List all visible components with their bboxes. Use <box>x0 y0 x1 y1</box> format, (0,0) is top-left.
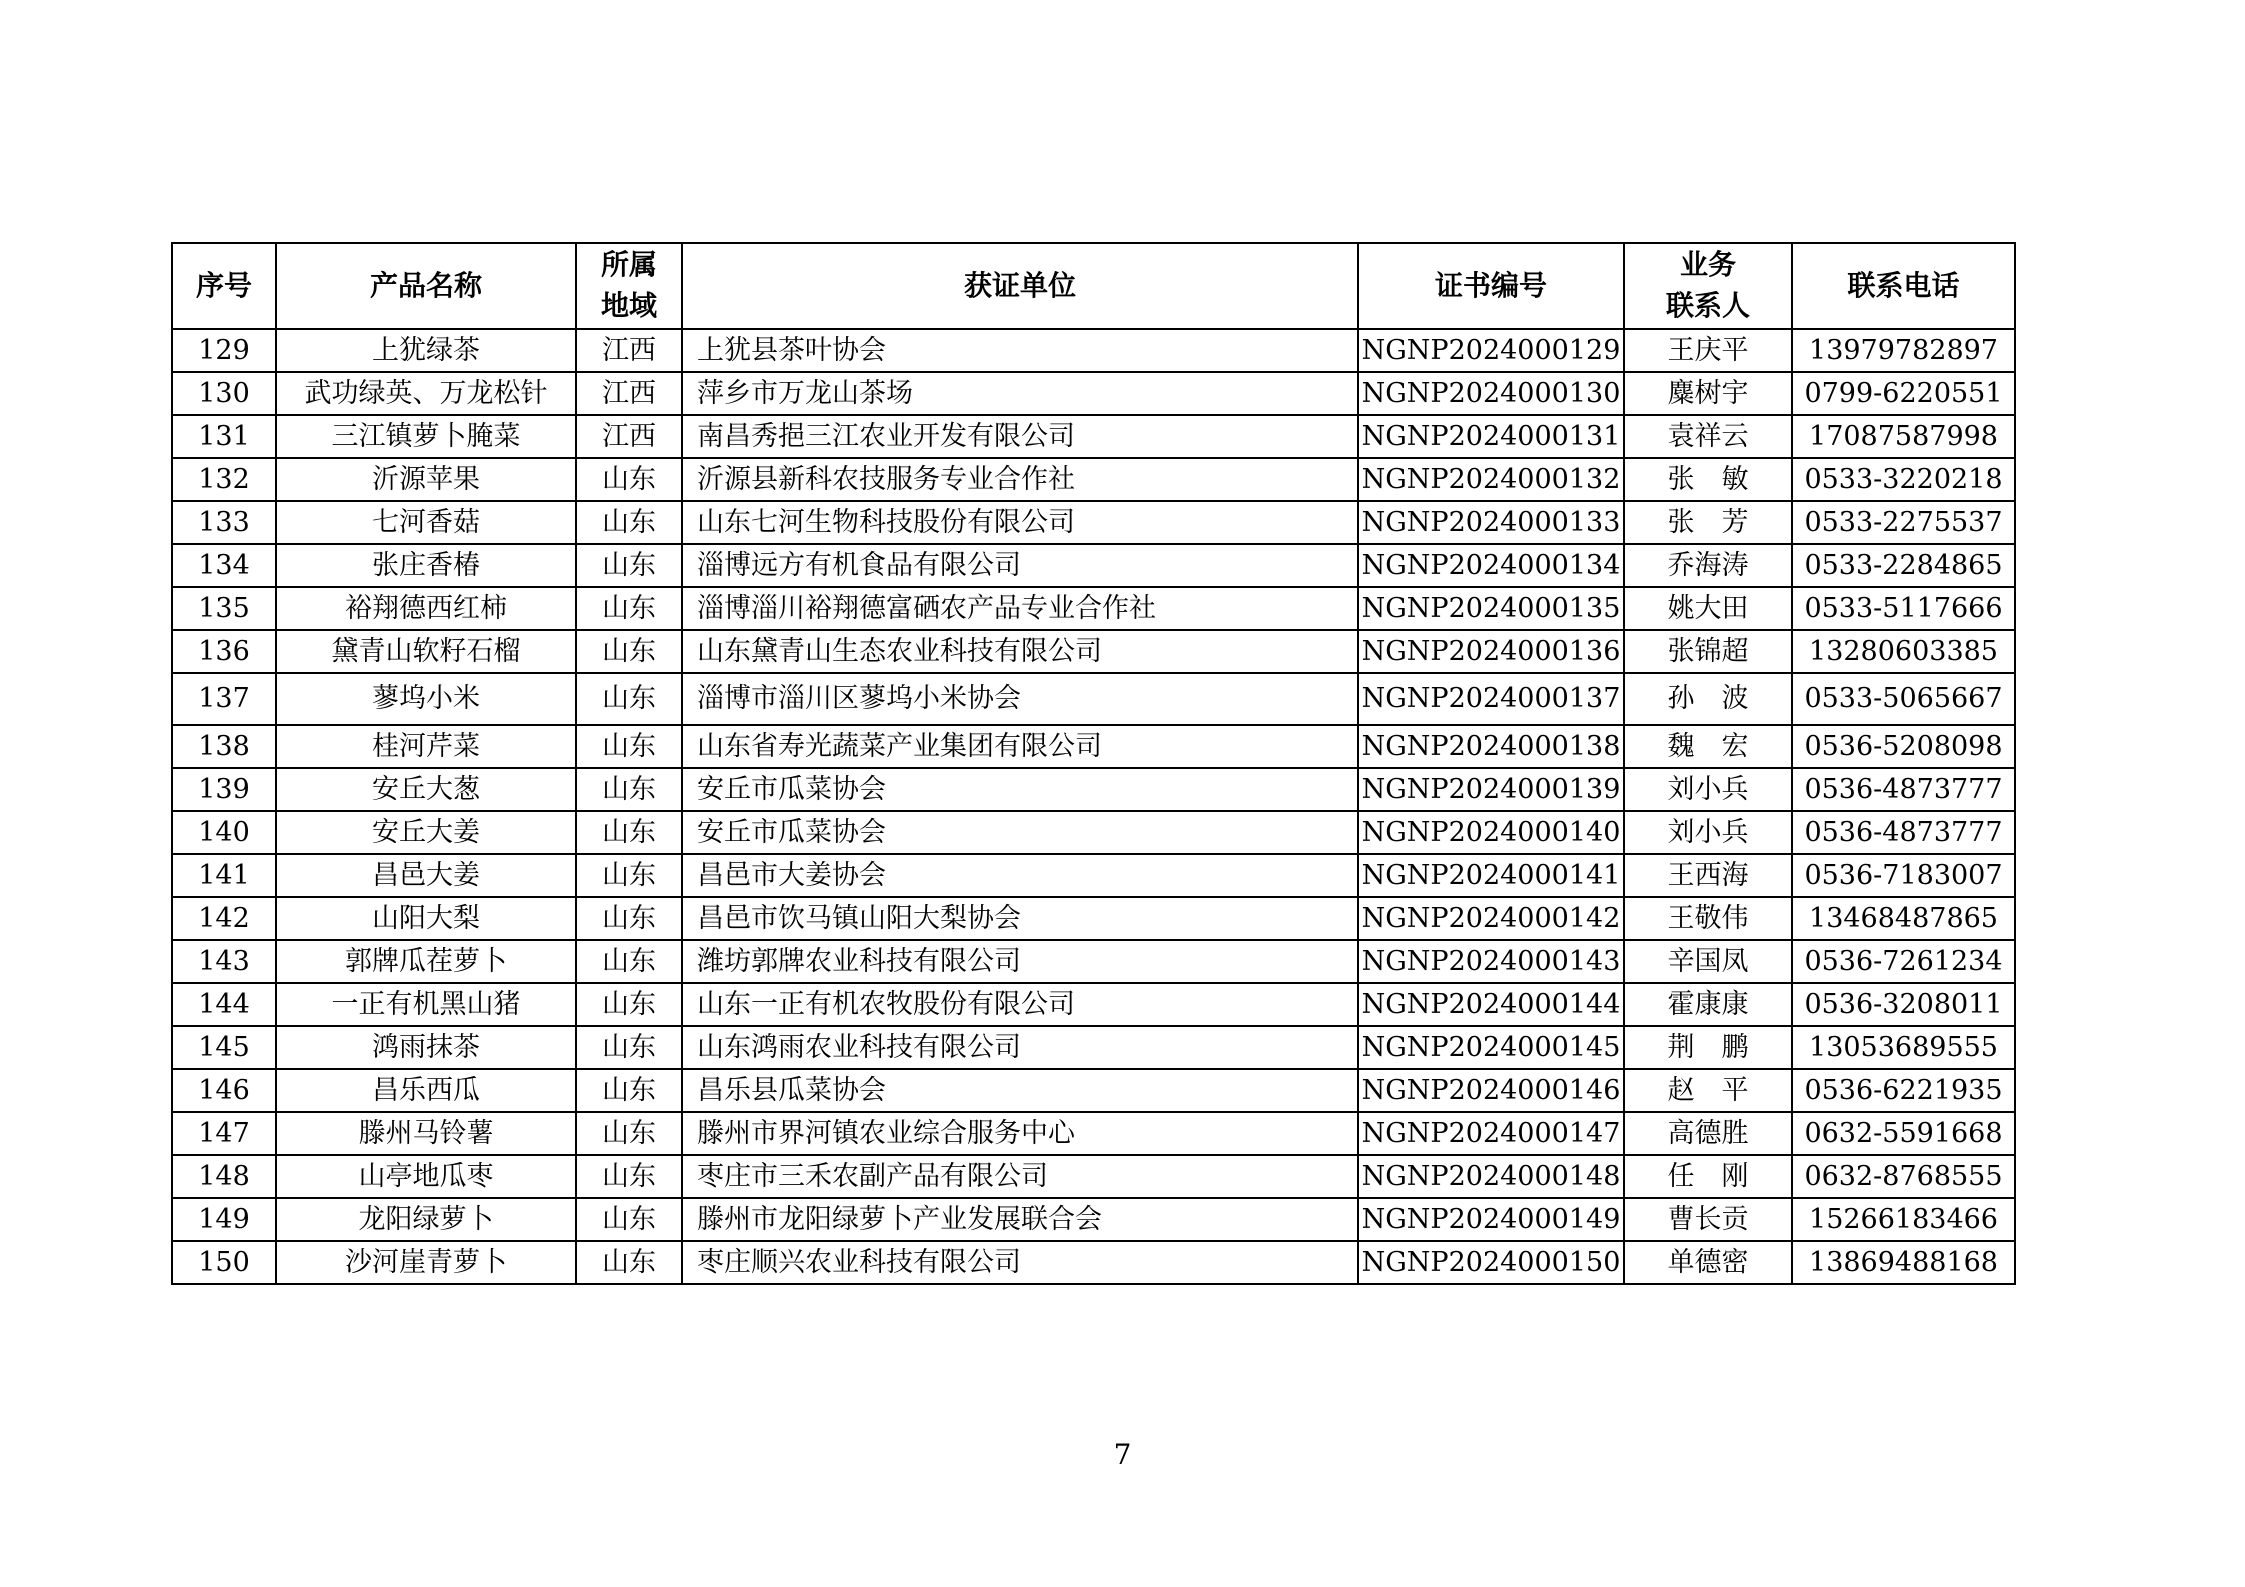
cell-certificate-number: NGNP2024000138 <box>1358 725 1624 768</box>
cell-region: 山东 <box>576 811 682 854</box>
cell-seq: 134 <box>172 544 276 587</box>
cell-product-name: 昌乐西瓜 <box>276 1069 576 1112</box>
cell-seq: 141 <box>172 854 276 897</box>
table-row <box>172 329 2015 372</box>
table-body <box>172 329 2015 1284</box>
cell-phone: 0533-2275537 <box>1792 501 2015 544</box>
table-row <box>172 1155 2015 1198</box>
cell-seq: 136 <box>172 630 276 673</box>
table-row <box>172 983 2015 1026</box>
cell-certificate-number: NGNP2024000129 <box>1358 329 1624 372</box>
cell-certified-unit: 山东黛青山生态农业科技有限公司 <box>682 630 1358 673</box>
cell-phone: 0536-7261234 <box>1792 940 2015 983</box>
cell-region: 山东 <box>576 1198 682 1241</box>
cell-region: 江西 <box>576 372 682 415</box>
cell-certified-unit: 山东一正有机农牧股份有限公司 <box>682 983 1358 1026</box>
header-certificate-number: 证书编号 <box>1358 243 1624 329</box>
cell-contact: 孙 波 <box>1624 673 1792 725</box>
table-row <box>172 501 2015 544</box>
cell-certificate-number: NGNP2024000144 <box>1358 983 1624 1026</box>
cell-phone: 0536-4873777 <box>1792 768 2015 811</box>
cell-product-name: 郭牌瓜茬萝卜 <box>276 940 576 983</box>
cell-seq: 144 <box>172 983 276 1026</box>
table-row <box>172 1198 2015 1241</box>
cell-phone: 17087587998 <box>1792 415 2015 458</box>
cell-product-name: 安丘大姜 <box>276 811 576 854</box>
cell-region: 山东 <box>576 1155 682 1198</box>
table-row <box>172 1069 2015 1112</box>
header-seq: 序号 <box>172 243 276 329</box>
cell-product-name: 七河香菇 <box>276 501 576 544</box>
table-row <box>172 725 2015 768</box>
cell-phone: 0533-3220218 <box>1792 458 2015 501</box>
table-row <box>172 940 2015 983</box>
cell-seq: 147 <box>172 1112 276 1155</box>
cell-certificate-number: NGNP2024000135 <box>1358 587 1624 630</box>
table-row <box>172 415 2015 458</box>
cell-certified-unit: 淄博市淄川区蓼坞小米协会 <box>682 673 1358 725</box>
cell-certified-unit: 沂源县新科农技服务专业合作社 <box>682 458 1358 501</box>
cell-contact: 乔海涛 <box>1624 544 1792 587</box>
cell-contact: 魏 宏 <box>1624 725 1792 768</box>
table-row <box>172 768 2015 811</box>
cell-contact: 辛国凤 <box>1624 940 1792 983</box>
cell-certificate-number: NGNP2024000134 <box>1358 544 1624 587</box>
cell-certified-unit: 淄博远方有机食品有限公司 <box>682 544 1358 587</box>
cell-certified-unit: 淄博淄川裕翔德富硒农产品专业合作社 <box>682 587 1358 630</box>
cell-product-name: 安丘大葱 <box>276 768 576 811</box>
cell-certified-unit: 安丘市瓜菜协会 <box>682 811 1358 854</box>
cell-contact: 刘小兵 <box>1624 768 1792 811</box>
cell-region: 山东 <box>576 1241 682 1284</box>
cell-seq: 143 <box>172 940 276 983</box>
cell-contact: 王西海 <box>1624 854 1792 897</box>
cell-contact: 王庆平 <box>1624 329 1792 372</box>
cell-phone: 13869488168 <box>1792 1241 2015 1284</box>
cell-seq: 138 <box>172 725 276 768</box>
cell-product-name: 三江镇萝卜腌菜 <box>276 415 576 458</box>
cell-region: 山东 <box>576 630 682 673</box>
cell-product-name: 蓼坞小米 <box>276 673 576 725</box>
cell-region: 山东 <box>576 1069 682 1112</box>
cell-contact: 张锦超 <box>1624 630 1792 673</box>
cell-seq: 132 <box>172 458 276 501</box>
cell-certified-unit: 滕州市界河镇农业综合服务中心 <box>682 1112 1358 1155</box>
table-row <box>172 587 2015 630</box>
table-row <box>172 854 2015 897</box>
cell-seq: 131 <box>172 415 276 458</box>
cell-seq: 139 <box>172 768 276 811</box>
cell-seq: 135 <box>172 587 276 630</box>
cell-phone: 13053689555 <box>1792 1026 2015 1069</box>
cell-product-name: 山阳大梨 <box>276 897 576 940</box>
cell-seq: 149 <box>172 1198 276 1241</box>
cell-contact: 赵 平 <box>1624 1069 1792 1112</box>
cell-seq: 137 <box>172 673 276 725</box>
cell-certificate-number: NGNP2024000137 <box>1358 673 1624 725</box>
cell-certified-unit: 滕州市龙阳绿萝卜产业发展联合会 <box>682 1198 1358 1241</box>
header-row <box>172 243 2015 329</box>
cell-region: 山东 <box>576 673 682 725</box>
header-region-line2: 地域 <box>600 289 657 322</box>
cell-certified-unit: 枣庄顺兴农业科技有限公司 <box>682 1241 1358 1284</box>
cell-product-name: 昌邑大姜 <box>276 854 576 897</box>
cell-contact: 任 刚 <box>1624 1155 1792 1198</box>
table-row <box>172 1026 2015 1069</box>
header-region <box>576 243 682 329</box>
cell-phone: 0632-8768555 <box>1792 1155 2015 1198</box>
cell-certificate-number: NGNP2024000130 <box>1358 372 1624 415</box>
cell-contact: 荆 鹏 <box>1624 1026 1792 1069</box>
cell-certified-unit: 昌邑市大姜协会 <box>682 854 1358 897</box>
cell-certified-unit: 山东七河生物科技股份有限公司 <box>682 501 1358 544</box>
cell-certificate-number: NGNP2024000148 <box>1358 1155 1624 1198</box>
cell-seq: 129 <box>172 329 276 372</box>
cell-contact: 刘小兵 <box>1624 811 1792 854</box>
cell-phone: 0536-5208098 <box>1792 725 2015 768</box>
cell-phone: 13280603385 <box>1792 630 2015 673</box>
header-contact-line1: 业务 <box>1679 248 1736 282</box>
cell-region: 山东 <box>576 768 682 811</box>
cell-phone: 0533-5117666 <box>1792 587 2015 630</box>
cell-phone: 0533-5065667 <box>1792 673 2015 725</box>
cell-certified-unit: 上犹县茶叶协会 <box>682 329 1358 372</box>
header-phone: 联系电话 <box>1792 243 2015 329</box>
cell-product-name: 一正有机黑山猪 <box>276 983 576 1026</box>
header-contact-line2: 联系人 <box>1665 289 1750 322</box>
cell-contact: 张 芳 <box>1624 501 1792 544</box>
table-row <box>172 811 2015 854</box>
table-row <box>172 1241 2015 1284</box>
cell-certificate-number: NGNP2024000146 <box>1358 1069 1624 1112</box>
cell-product-name: 山亭地瓜枣 <box>276 1155 576 1198</box>
cell-seq: 142 <box>172 897 276 940</box>
cell-contact: 曹长贡 <box>1624 1198 1792 1241</box>
cell-region: 山东 <box>576 1112 682 1155</box>
cell-certificate-number: NGNP2024000141 <box>1358 854 1624 897</box>
cell-product-name: 张庄香椿 <box>276 544 576 587</box>
cell-phone: 15266183466 <box>1792 1198 2015 1241</box>
cell-phone: 0536-7183007 <box>1792 854 2015 897</box>
cell-certificate-number: NGNP2024000132 <box>1358 458 1624 501</box>
table-row <box>172 1112 2015 1155</box>
cell-certified-unit: 山东省寿光蔬菜产业集团有限公司 <box>682 725 1358 768</box>
cell-contact: 姚大田 <box>1624 587 1792 630</box>
cell-contact: 麋树宇 <box>1624 372 1792 415</box>
cell-region: 山东 <box>576 544 682 587</box>
cell-certified-unit: 枣庄市三禾农副产品有限公司 <box>682 1155 1358 1198</box>
cell-seq: 133 <box>172 501 276 544</box>
cell-product-name: 沂源苹果 <box>276 458 576 501</box>
cell-region: 山东 <box>576 854 682 897</box>
cell-region: 山东 <box>576 1026 682 1069</box>
table-row <box>172 458 2015 501</box>
cell-region: 山东 <box>576 983 682 1026</box>
cell-phone: 0533-2284865 <box>1792 544 2015 587</box>
table-row <box>172 630 2015 673</box>
cell-seq: 145 <box>172 1026 276 1069</box>
cell-product-name: 上犹绿茶 <box>276 329 576 372</box>
cell-seq: 148 <box>172 1155 276 1198</box>
cell-certificate-number: NGNP2024000145 <box>1358 1026 1624 1069</box>
cell-certificate-number: NGNP2024000140 <box>1358 811 1624 854</box>
cell-phone: 0536-6221935 <box>1792 1069 2015 1112</box>
cell-contact: 张 敏 <box>1624 458 1792 501</box>
cell-certificate-number: NGNP2024000147 <box>1358 1112 1624 1155</box>
cell-phone: 13468487865 <box>1792 897 2015 940</box>
cell-product-name: 龙阳绿萝卜 <box>276 1198 576 1241</box>
certification-table <box>171 242 2016 1285</box>
cell-region: 山东 <box>576 587 682 630</box>
cell-certified-unit: 潍坊郭牌农业科技有限公司 <box>682 940 1358 983</box>
cell-product-name: 桂河芹菜 <box>276 725 576 768</box>
cell-region: 山东 <box>576 897 682 940</box>
table-row <box>172 673 2015 725</box>
cell-contact: 高德胜 <box>1624 1112 1792 1155</box>
cell-phone: 0536-4873777 <box>1792 811 2015 854</box>
cell-contact: 霍康康 <box>1624 983 1792 1026</box>
cell-certified-unit: 萍乡市万龙山茶场 <box>682 372 1358 415</box>
cell-seq: 146 <box>172 1069 276 1112</box>
cell-phone: 13979782897 <box>1792 329 2015 372</box>
cell-certified-unit: 昌邑市饮马镇山阳大梨协会 <box>682 897 1358 940</box>
table-row <box>172 544 2015 587</box>
cell-certified-unit: 山东鸿雨农业科技有限公司 <box>682 1026 1358 1069</box>
cell-product-name: 鸿雨抹茶 <box>276 1026 576 1069</box>
cell-certificate-number: NGNP2024000143 <box>1358 940 1624 983</box>
cell-certificate-number: NGNP2024000142 <box>1358 897 1624 940</box>
header-product-name: 产品名称 <box>276 243 576 329</box>
table-row <box>172 897 2015 940</box>
cell-region: 山东 <box>576 458 682 501</box>
cell-seq: 150 <box>172 1241 276 1284</box>
cell-product-name: 沙河崖青萝卜 <box>276 1241 576 1284</box>
cell-product-name: 黛青山软籽石榴 <box>276 630 576 673</box>
table-row <box>172 372 2015 415</box>
cell-region: 山东 <box>576 940 682 983</box>
cell-certificate-number: NGNP2024000150 <box>1358 1241 1624 1284</box>
cell-contact: 王敬伟 <box>1624 897 1792 940</box>
cell-product-name: 武功绿英、万龙松针 <box>276 372 576 415</box>
cell-phone: 0799-6220551 <box>1792 372 2015 415</box>
cell-contact: 袁祥云 <box>1624 415 1792 458</box>
cell-contact: 单德密 <box>1624 1241 1792 1284</box>
cell-certificate-number: NGNP2024000131 <box>1358 415 1624 458</box>
cell-certified-unit: 安丘市瓜菜协会 <box>682 768 1358 811</box>
cell-seq: 140 <box>172 811 276 854</box>
cell-product-name: 滕州马铃薯 <box>276 1112 576 1155</box>
cell-certificate-number: NGNP2024000139 <box>1358 768 1624 811</box>
header-contact <box>1624 243 1792 329</box>
cell-region: 江西 <box>576 415 682 458</box>
cell-certificate-number: NGNP2024000133 <box>1358 501 1624 544</box>
header-region-line1: 所属 <box>600 248 657 282</box>
cell-product-name: 裕翔德西红柿 <box>276 587 576 630</box>
cell-phone: 0536-3208011 <box>1792 983 2015 1026</box>
cell-region: 山东 <box>576 725 682 768</box>
cell-region: 江西 <box>576 329 682 372</box>
cell-region: 山东 <box>576 501 682 544</box>
cell-certified-unit: 南昌秀挹三江农业开发有限公司 <box>682 415 1358 458</box>
cell-certificate-number: NGNP2024000149 <box>1358 1198 1624 1241</box>
cell-certified-unit: 昌乐县瓜菜协会 <box>682 1069 1358 1112</box>
header-certified-unit: 获证单位 <box>682 243 1358 329</box>
cell-phone: 0632-5591668 <box>1792 1112 2015 1155</box>
cell-seq: 130 <box>172 372 276 415</box>
page-number: 7 <box>1113 1438 1132 1471</box>
cell-certificate-number: NGNP2024000136 <box>1358 630 1624 673</box>
